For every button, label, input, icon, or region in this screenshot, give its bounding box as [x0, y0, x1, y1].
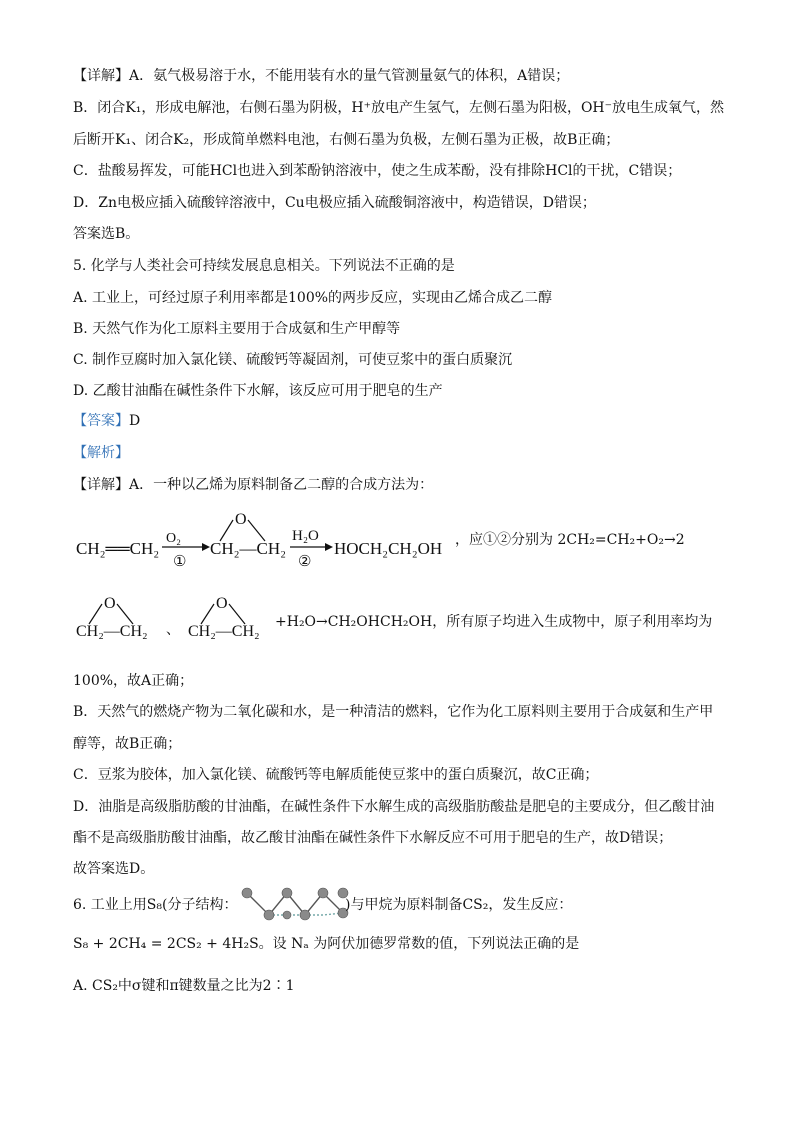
arrow-2-head	[325, 543, 333, 551]
text-line: D．Zn电极应插入硫酸锌溶液中，Cu电极应插入硫酸铜溶液中，构造错误，D错误；	[73, 195, 596, 211]
epoxide-oxygen: O	[216, 595, 228, 612]
reaction2-tail: +H₂O→CH₂OHCH₂OH，所有原子均进入生成物中，原子利用率均为	[275, 614, 713, 630]
text-line: 酯不是高级脂肪酸甘油酯，故乙酸甘油酯在碱性条件下水解反应不可用于肥皂的生产，故D错误；	[73, 830, 673, 846]
text-line: B．闭合K₁，形成电解池，右侧石墨为阴极，H⁺放电产生氢气，左侧石墨为阳极，OH⁻放电生成氧气，然	[73, 100, 725, 116]
question-6-stem-pre: 6. 工业上用S₈(分子结构：	[73, 897, 238, 913]
epoxide-oxygen: O	[104, 595, 116, 612]
step-1-label: ①	[173, 554, 187, 570]
text-line: 【详解】A．氨气极易溶于水，不能用装有水的量气管测量氨气的体积，A错误；	[73, 68, 570, 84]
epoxide-bond-right	[248, 520, 265, 541]
epoxide-bond-left	[220, 520, 233, 541]
text-line: C．盐酸易挥发，可能HCl也进入到苯酚钠溶液中，使之生成苯酚，没有排除HCl的干扰，C错误；	[73, 163, 682, 179]
text-line: D．油脂是高级脂肪酸的甘油酯，在碱性条件下水解生成的高级脂肪酸盐是肥皂的主要成分，但乙酸甘油	[73, 799, 715, 815]
text-line: 后断开K₁、闭合K₂，形成简单燃料电池，右侧石墨为负极，左侧石墨为正极，故B正确；	[73, 132, 620, 148]
option-a: A. CS₂中σ键和π键数量之比为2∶1	[73, 978, 295, 994]
epoxide-carbons: CH₂—CH₂	[210, 539, 287, 558]
text-line: B．天然气的燃烧产物为二氧化碳和水，是一种清洁的燃料，它作为化工原料则主要用于合成氨和生产甲	[73, 704, 714, 720]
epoxide-pair	[70, 590, 280, 645]
option-b: B. 天然气作为化工原料主要用于合成氨和生产甲醇等	[73, 321, 401, 337]
separator: 、	[166, 623, 180, 638]
reaction-scheme	[70, 505, 470, 575]
answer-line	[73, 411, 140, 431]
arrow-1-head	[202, 543, 210, 551]
question-6-equation: S₈ + 2CH₄ = 2CS₂ + 4H₂S。设 Nₐ 为阿伏加德罗常数的值，下列说法正确的是	[73, 936, 580, 952]
epoxide-carbons: CH₂—CH₂	[188, 623, 260, 640]
analysis-label: 【解析】	[73, 445, 129, 461]
product-formula: HOCH₂CH₂OH	[334, 539, 443, 558]
epoxide-bond-left	[201, 604, 214, 624]
detail-a: 【详解】A．一种以乙烯为原料制备乙二醇的合成方法为：	[73, 477, 434, 493]
epoxide-oxygen: O	[235, 511, 247, 528]
epoxide-carbons: CH₂—CH₂	[76, 623, 148, 640]
option-a: A. 工业上，可经过原子利用率都是100%的两步反应，实现由乙烯合成乙二醇	[73, 290, 553, 306]
text-line: 故答案选D。	[73, 861, 155, 877]
epoxide-bond-right	[229, 604, 245, 624]
text-line: 醇等，故B正确；	[73, 736, 182, 752]
answer-value: D	[129, 413, 141, 429]
reagent-h2o: H₂O	[292, 528, 319, 544]
step-2-label: ②	[298, 554, 312, 570]
s8-structure-icon	[237, 885, 355, 923]
epoxide-bond-right	[117, 604, 133, 624]
epoxide-bond-left	[89, 604, 102, 624]
text-line: 100%，故A正确；	[73, 673, 194, 689]
question-5-stem: 5. 化学与人类社会可持续发展息息相关。下列说法不正确的是	[73, 258, 455, 274]
option-d: D. 乙酸甘油酯在碱性条件下水解，该反应可用于肥皂的生产	[73, 383, 443, 399]
reagent-o2: O₂	[166, 531, 181, 546]
reaction-tail: ，应①②分别为 2CH₂=CH₂+O₂→2	[455, 532, 685, 548]
question-6-stem-post: )与甲烷为原料制备CS₂，发生反应：	[345, 897, 573, 913]
text-line: C．豆浆为胶体，加入氯化镁、硫酸钙等电解质能使豆浆中的蛋白质聚沉，故C正确；	[73, 767, 599, 783]
answer-label: 【答案】	[73, 413, 129, 429]
ethylene-formula: CH₂══CH₂	[76, 539, 160, 558]
option-c: C. 制作豆腐时加入氯化镁、硫酸钙等凝固剂，可使豆浆中的蛋白质聚沉	[73, 352, 513, 368]
text-line: 答案选B。	[73, 226, 140, 242]
